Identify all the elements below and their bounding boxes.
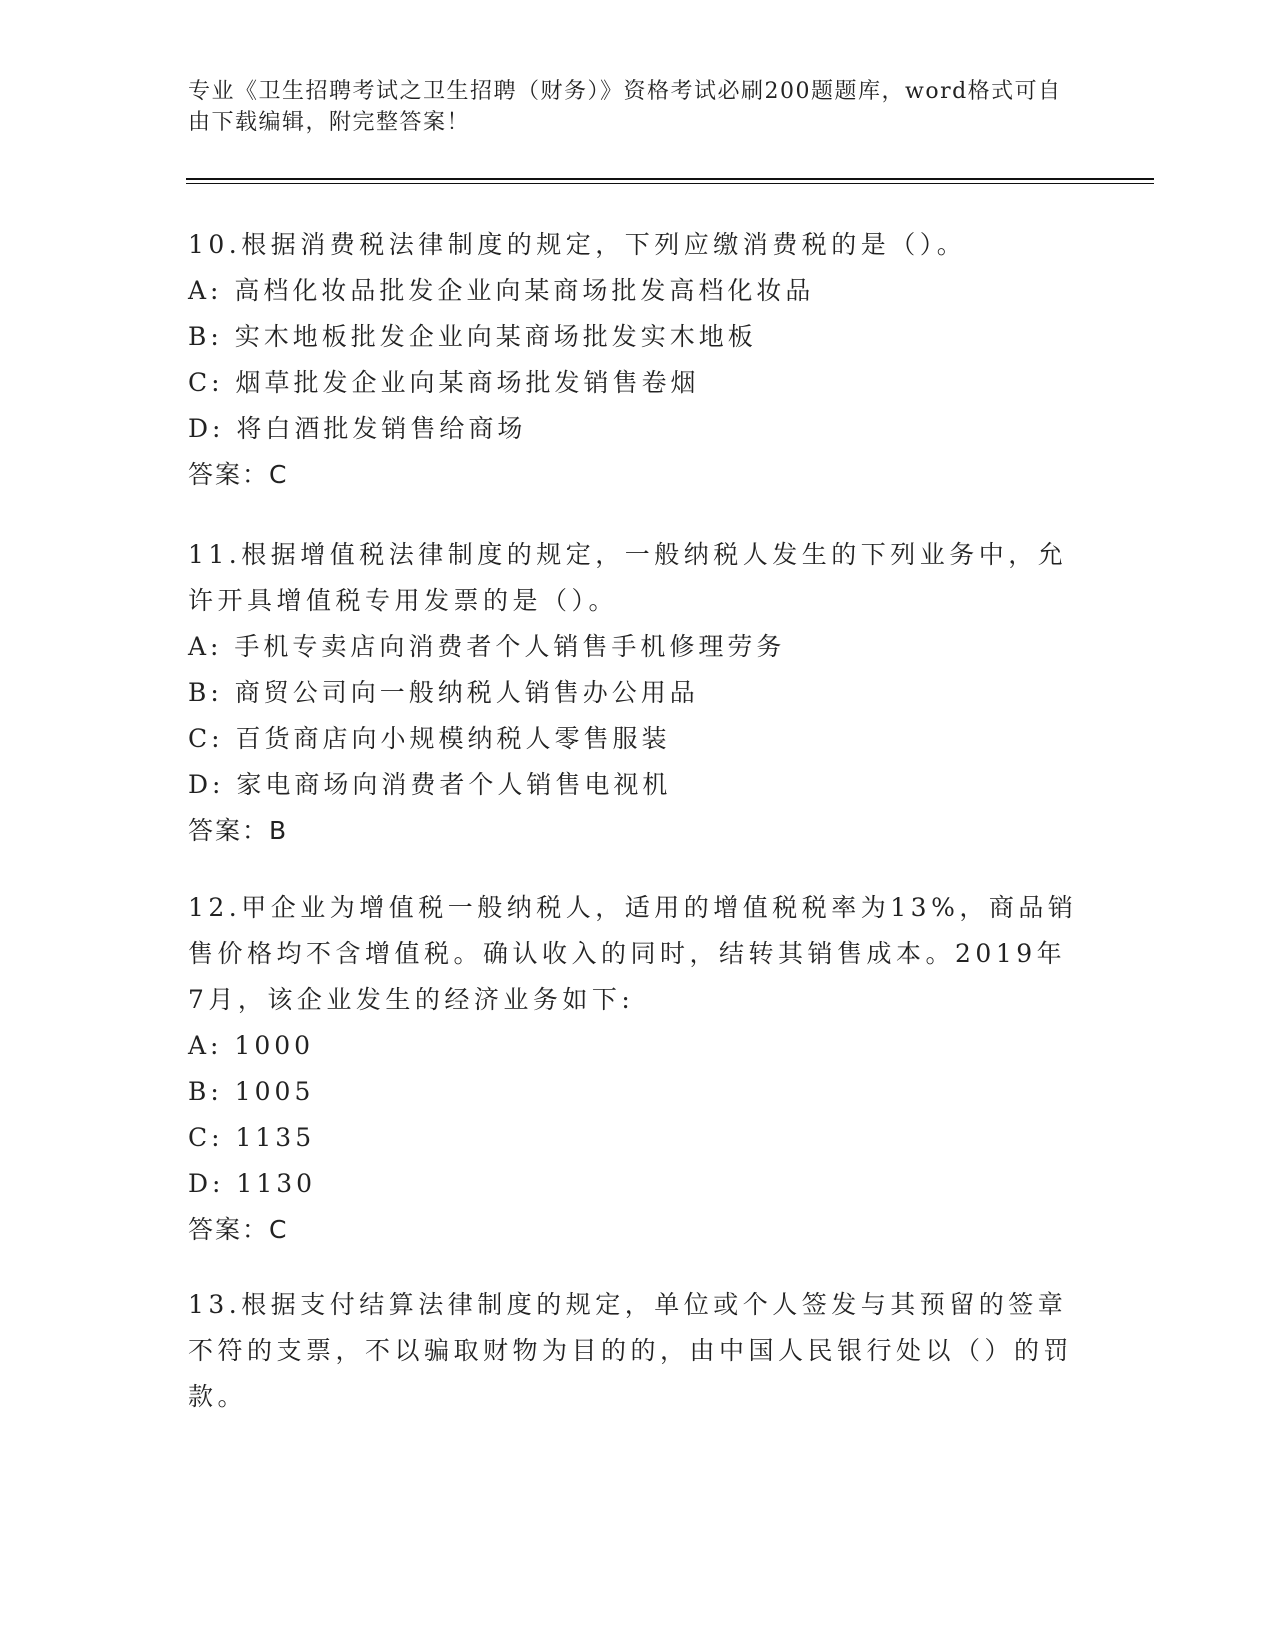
option-b: B: 1005: [188, 1077, 315, 1106]
option-c: C: 百货商店向小规模纳税人零售服装: [188, 724, 671, 753]
option-c: C: 1135: [188, 1123, 316, 1152]
option-b: B: 商贸公司向一般纳税人销售办公用品: [188, 678, 699, 707]
option-c: C: 烟草批发企业向某商场批发销售卷烟: [188, 368, 700, 397]
option-d: D: 1130: [188, 1169, 317, 1198]
answer: 答案：C: [188, 1215, 289, 1244]
question-10: [188, 222, 1078, 498]
option-d: D: 将白酒批发销售给商场: [188, 414, 527, 443]
option-a: A: 手机专卖店向消费者个人销售手机修理劳务: [188, 632, 786, 661]
option-a: A: 1000: [188, 1031, 315, 1060]
header-divider-thin: [186, 183, 1154, 184]
question-stem: 11.根据增值税法律制度的规定，一般纳税人发生的下列业务中，允许开具增值税专用发票的是（）。: [188, 540, 1068, 615]
document-header: 专业《卫生招聘考试之卫生招聘（财务）》资格考试必刷200题题库，word格式可自由下载编辑，附完整答案！: [188, 79, 1062, 135]
answer: 答案：C: [188, 460, 289, 489]
question-12: [188, 885, 1078, 1253]
question-stem: 12.甲企业为增值税一般纳税人，适用的增值税税率为13%，商品销售价格均不含增值税。确认收入的同时，结转其销售成本。2019年7月，该企业发生的经济业务如下:: [188, 893, 1078, 1014]
option-a: A: 高档化妆品批发企业向某商场批发高档化妆品: [188, 276, 815, 305]
question-11: [188, 532, 1078, 854]
question-stem: 10.根据消费税法律制度的规定，下列应缴消费税的是（）。: [188, 230, 967, 259]
question-13: [188, 1282, 1078, 1420]
question-stem: 13.根据支付结算法律制度的规定，单位或个人签发与其预留的签章不符的支票，不以骗取财物为目的的，由中国人民银行处以（）的罚款。: [188, 1290, 1074, 1411]
option-b: B: 实木地板批发企业向某商场批发实木地板: [188, 322, 757, 351]
option-d: D: 家电商场向消费者个人销售电视机: [188, 770, 672, 799]
header-divider-thick: [186, 178, 1154, 180]
answer: 答案：B: [188, 816, 289, 845]
